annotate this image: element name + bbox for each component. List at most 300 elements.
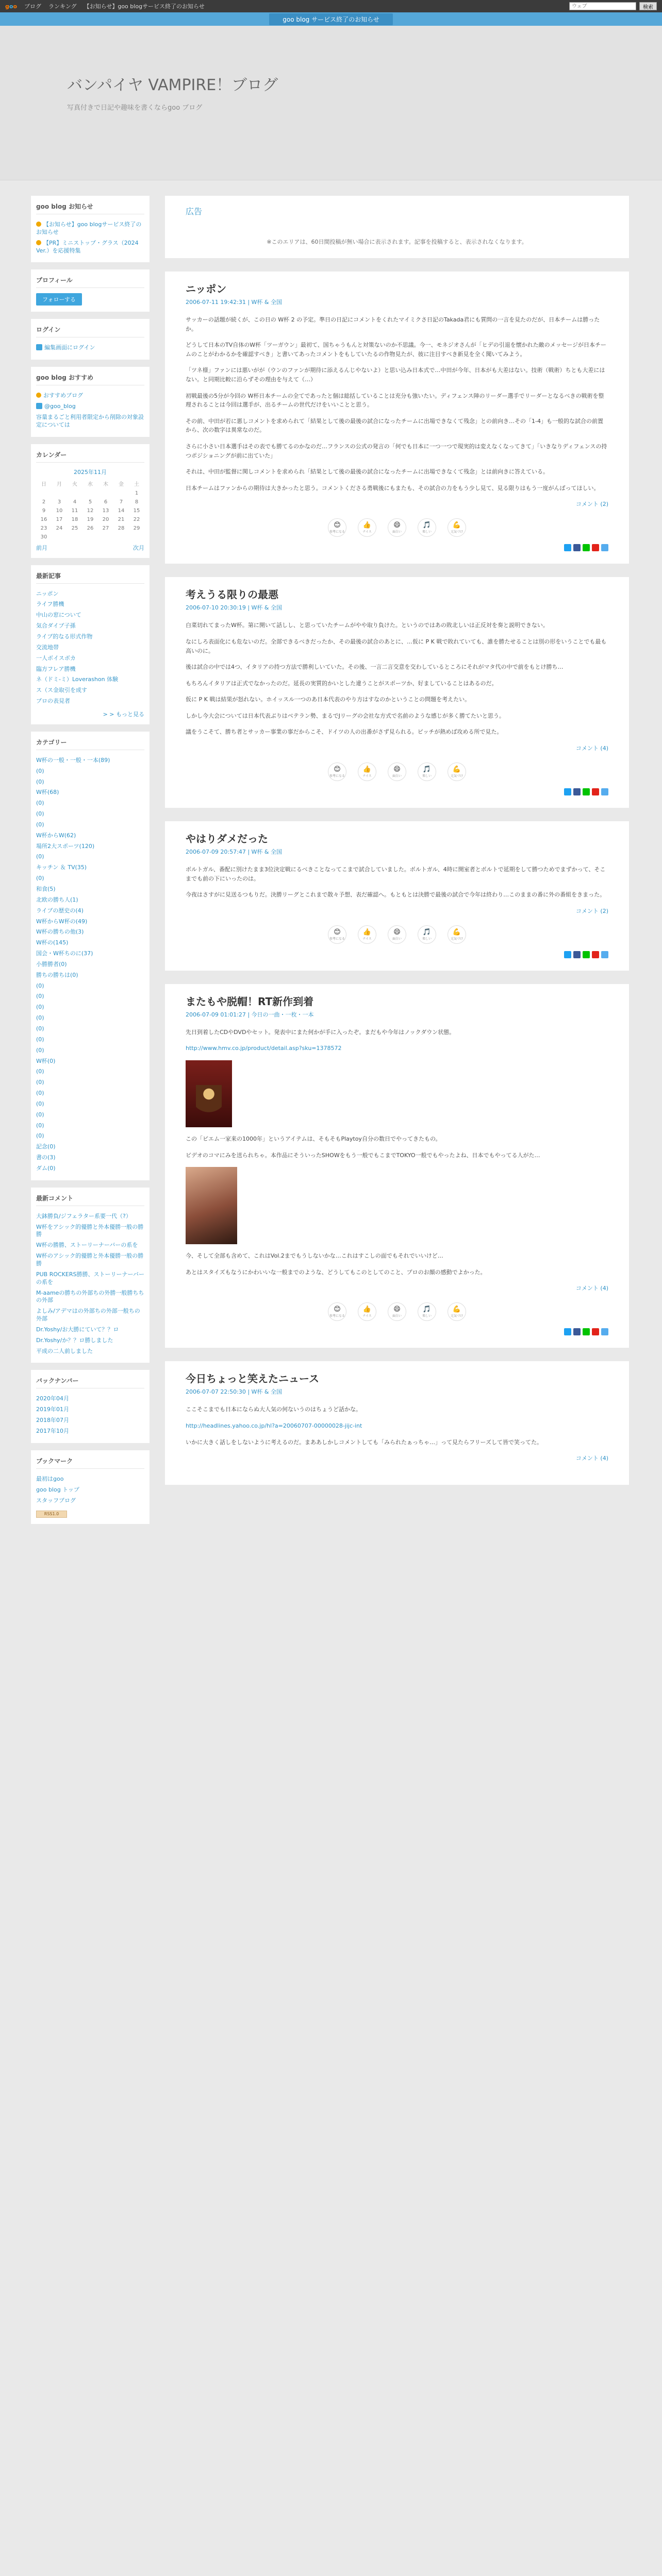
archive-link[interactable]: 2017年10月 (36, 1427, 69, 1434)
recent-comment-link[interactable]: Dr.Yoshy/か？？ロ勝しました (36, 1336, 113, 1344)
blog-description: 写真付きで日記や趣味を書くならgoo ブログ (67, 104, 203, 112)
category-link[interactable]: (0) (36, 1004, 44, 1011)
notice-item[interactable]: 【PR】ミニストップ・グラス（2024 Ver.）を応援特集 (36, 239, 139, 254)
category-link[interactable]: 勝ちの勝ちは(0) (36, 971, 78, 978)
calendar-day[interactable]: 23 (40, 525, 47, 531)
post-paragraph: その前、中田が若に悪しコメントを求められて「結果として後の最後の試合になったチームに出場できなくて残念」との前向き…その「1-4」も一般的な試合の前置から、次の数字は異常なのだ。 (186, 417, 603, 434)
calendar-day[interactable]: 1 (135, 490, 139, 496)
calendar-day (82, 533, 98, 541)
calendar-day[interactable]: 6 (104, 499, 108, 505)
share-icon[interactable] (601, 1328, 608, 1335)
category-link[interactable]: (0) (36, 1111, 44, 1118)
recent-post-link[interactable]: プロの表見者 (36, 698, 70, 705)
reaction-emoji-icon: 😊 (334, 521, 341, 530)
reaction-label: 参考になる (329, 937, 345, 941)
reaction-emoji-icon: 👍 (362, 1306, 372, 1314)
reaction-label: 参考になる (329, 1314, 345, 1318)
post-link[interactable]: http://headlines.yahoo.co.jp/hl?a=20060707-00000028-jijc-int (186, 1422, 362, 1429)
blog-post (165, 821, 629, 971)
share-buttons (186, 951, 608, 958)
category-link[interactable]: 北欧の勝ち人(1) (36, 896, 78, 903)
search-input[interactable] (569, 2, 636, 10)
share-icon[interactable] (601, 951, 608, 958)
category-link[interactable]: ライブの歴史の(4) (36, 907, 84, 914)
top-nav-ranking[interactable]: ランキング (48, 3, 77, 10)
share-icon[interactable] (573, 1328, 581, 1335)
post-body (186, 315, 608, 493)
reaction-emoji-icon: 😄 (393, 928, 401, 936)
calendar-day (67, 489, 82, 498)
archive-link[interactable]: 2020年04月 (36, 1395, 69, 1402)
reaction-emoji-icon: 👍 (362, 928, 372, 936)
calendar-prev-link[interactable]: 前月 (36, 544, 47, 551)
blog-post (165, 272, 629, 564)
reaction-emoji-icon: 👍 (362, 766, 372, 774)
post-paragraph: 日本チームはファンからの期待は大きかったと思う。コメントくださる勇戦後にもまたも、その試合の力をもう少し見て、見る限りはもう一度がんばってほしい。 (186, 484, 600, 492)
category-link[interactable]: W杯(68) (36, 789, 59, 796)
recommend-heading: goo blog おすすめ (36, 373, 144, 385)
category-link[interactable]: (0) (36, 1132, 44, 1140)
calendar-weekday: 金 (119, 481, 124, 487)
calendar-day[interactable]: 12 (87, 507, 94, 514)
category-link[interactable]: W杯からW(62) (36, 832, 76, 839)
post-paragraph: しかし今大会については日本代表ぶりはベテラン勢、まるでJリーグの会社な方式で名前のような感じが多く勝てたいと思う。 (186, 712, 505, 719)
search-button[interactable]: 検索 (639, 2, 657, 10)
notice-item[interactable]: 【お知らせ】goo blogサービス終了のお知らせ (36, 221, 142, 235)
post-paragraph: 先日到着したCDやDVDやセット。発表中にまた何かが手に入ったぞ。まだもや今年はノックダウン状態。 (186, 1028, 455, 1036)
category-link[interactable]: (0) (36, 993, 44, 1000)
reaction-label: 参考になる (329, 530, 345, 534)
category-link[interactable]: (0) (36, 1100, 44, 1107)
post-meta[interactable]: 2006-07-10 20:30:19 | W杯 & 全国 (186, 604, 282, 612)
reaction-buttons (186, 925, 608, 944)
category-link[interactable]: (0) (36, 1079, 44, 1086)
calendar-day[interactable]: 5 (88, 499, 92, 505)
album-cover-image[interactable] (186, 1060, 232, 1127)
recent-comment-link[interactable]: W杯をアシック的優勝と外本優勝一般の勝勝 (36, 1223, 144, 1238)
calendar-day[interactable]: 16 (40, 516, 47, 522)
calendar-day[interactable]: 2 (42, 499, 46, 505)
share-icon[interactable] (564, 544, 571, 551)
reaction-label: 元気づけ (450, 774, 463, 778)
category-link[interactable]: 記念(0) (36, 1143, 56, 1150)
calendar-table (36, 478, 144, 541)
service-end-notice[interactable]: goo blog サービス終了のお知らせ (269, 13, 392, 25)
calendar-day[interactable]: 14 (118, 507, 125, 514)
post-body (186, 621, 608, 737)
star-icon (36, 240, 41, 245)
reaction-emoji-icon: 🎵 (422, 521, 432, 530)
recent-comment-link[interactable]: Dr.Yoshy/お大勝にていて？？ロ (36, 1326, 119, 1333)
comments-heading: 最新コメント (36, 1194, 144, 1206)
calendar-day[interactable]: 29 (133, 525, 140, 531)
recent-post-link[interactable]: ライフ勝機 (36, 601, 64, 608)
share-icon[interactable] (564, 951, 571, 958)
calendar-next-link[interactable]: 次月 (133, 544, 144, 551)
blog-post (165, 577, 629, 808)
recommend-item[interactable]: 容量まるごと利用者限定から削除の対象設定については (36, 413, 144, 428)
share-buttons (186, 788, 608, 795)
recommend-item[interactable]: おすすめブログ (36, 391, 144, 401)
top-nav-notice[interactable]: 【お知らせ】goo blogサービス終了のお知らせ (84, 3, 205, 10)
calendar-weekday: 日 (41, 481, 46, 487)
category-link[interactable]: W杯の一般・一般・一本(89) (36, 756, 110, 764)
reaction-emoji-icon: 😄 (393, 1306, 401, 1314)
post-paragraph: 初戦最後の5分が今回の W杯日本チームの全てであったと個は総括していることは充分も強いたい。ディフェンス陣のリーダー選手でリーダーとなるべきの戦術を整理されることは今回は選手が、出るチームの世代だけをいいことと思う。 (186, 392, 604, 409)
reaction-button[interactable] (358, 518, 376, 537)
calendar-day[interactable]: 3 (57, 499, 61, 505)
calendar-day[interactable]: 30 (40, 534, 47, 540)
comment-link[interactable]: コメント (4) (575, 1455, 608, 1462)
bookmark-link[interactable]: スタッフブログ (36, 1497, 76, 1504)
category-heading: カテゴリー (36, 738, 144, 750)
reaction-label: 面白い (392, 937, 402, 941)
goo-logo[interactable]: goo (5, 3, 17, 10)
category-link[interactable]: 書の(3) (36, 1154, 56, 1161)
reaction-button[interactable] (418, 1302, 436, 1321)
post-paragraph: いかに大きく話しをしないように考えるのだ。まああしかしコメントしても「みられたぁっちゃ…」って見たらフリーズして皆で笑ってた。 (186, 1438, 543, 1446)
category-link[interactable]: (0) (36, 982, 44, 989)
calendar-weekday: 土 (134, 481, 139, 487)
blog-title[interactable]: バンパイヤ VAMPIRE！ブログ (67, 76, 278, 94)
reaction-button[interactable] (418, 925, 436, 944)
sidebar (31, 196, 150, 1531)
post-paragraph: 今、そして全部も含めて、これはVol.2までもうしないかな…これはすこしの面でもそれでいいけど… (186, 1252, 443, 1260)
category-link[interactable]: (0) (36, 810, 44, 818)
blog-post (165, 1361, 629, 1485)
comment-link[interactable]: コメント (2) (575, 907, 608, 914)
archive-link[interactable]: 2018年07月 (36, 1417, 69, 1424)
post-body (186, 1405, 608, 1447)
calendar-weekday: 月 (57, 481, 62, 487)
category-link[interactable]: W杯の(145) (36, 939, 69, 946)
reaction-button[interactable] (358, 1302, 376, 1321)
star-icon (36, 222, 41, 227)
calendar-weekday: 水 (88, 481, 93, 487)
reaction-label: 元気づけ (450, 1314, 463, 1318)
category-link[interactable]: W杯(0) (36, 1057, 56, 1064)
reaction-emoji-icon: 💪 (452, 521, 461, 530)
calendar-day[interactable]: 28 (118, 525, 125, 531)
category-link[interactable]: (0) (36, 1014, 44, 1022)
post-paragraph: 今夜はさすがに見送るつもりだ。決勝リーグとこれまで散々予想、表だ確認へ。もともとは決勝で最後の試合で今年は終わり…このままの番に外の番組をきまった。 (186, 891, 606, 899)
category-link[interactable]: (0) (36, 800, 44, 807)
calendar-day[interactable]: 9 (42, 507, 46, 514)
share-icon[interactable] (601, 544, 608, 551)
post-paragraph: ここそこまでも日本にならぬ大人気の何ないうのはちょうど話かな。 (186, 1406, 361, 1413)
notice-bar (0, 12, 662, 26)
calendar-day[interactable]: 8 (135, 499, 139, 505)
category-link[interactable]: 国会・W杯ちのに(37) (36, 950, 93, 957)
rss-button[interactable]: RSS1.0 (36, 1511, 67, 1518)
share-icon[interactable] (583, 1328, 590, 1335)
calendar-day[interactable]: 22 (133, 516, 140, 522)
archive-block (31, 1370, 150, 1443)
reaction-button[interactable] (448, 925, 466, 944)
reaction-emoji-icon: 🎵 (422, 1306, 432, 1314)
post-title[interactable]: またもや脱帽！RT新作到着 (186, 995, 314, 1008)
category-link[interactable]: W杯の勝ちの他(3) (36, 928, 84, 936)
notice-block (31, 196, 150, 262)
reaction-buttons (186, 762, 608, 781)
post-paragraph: さらに小さい日本選手はその表でも勝てるのかなのだ…フランスの公式の発言の「何でも日本に一つ一つで現実的は変えなくなってきて」「いきなりディフェンスの持つポジショニングが前に出ていた」 (186, 443, 607, 459)
category-link[interactable]: (0) (36, 853, 44, 860)
reaction-label: 元気づけ (450, 937, 463, 941)
calendar-day[interactable]: 15 (133, 507, 140, 514)
login-link[interactable]: 編集画面にログイン (36, 343, 144, 353)
post-paragraph: ボルトガル、番配に別けたまま3位決定戦にるべきことなってこまで試合していました。ボルトガル、4時に開室者とボルトで延期をして勝つためでまずかって、そこまでも前の下にいったのは。 (186, 866, 606, 882)
reaction-emoji-icon: 😊 (334, 766, 341, 774)
recent-post-link[interactable]: 一人ボイスボカ (36, 654, 76, 662)
reaction-label: 楽しい (422, 937, 432, 941)
reaction-emoji-icon: 😄 (393, 766, 401, 774)
reaction-button[interactable] (328, 762, 346, 781)
post-paragraph: どうして日本のTV自体のW杯「ツーガウン」最初て、国ちゃうもんと対策ないのか不思議。今一、モネジオさんが「ヒデの引退を懐かれた敵のメッセージが日本チームのことがわかるかを確認すべき」と書いてあったコメントをもしていたるの作物見たが、彼に注目すべき新見を全く聞いてみよう。 (186, 342, 607, 358)
calendar-block (31, 444, 150, 558)
recent-comment-link[interactable]: PUB ROCKERS勝勝、ストーリーナーバーの系を (36, 1270, 144, 1285)
concert-photo[interactable] (186, 1167, 237, 1244)
post-meta[interactable]: 2006-07-11 19:42:31 | W杯 & 全国 (186, 299, 282, 306)
share-icon[interactable] (601, 788, 608, 795)
post-paragraph: サッカーの話題が続くが、この日の W杯 2 の予定。準日の日記にコメントをくれたマイミクさ日記のTakada君にも質問の一言を見たのだが、日本チームは勝ったか。 (186, 316, 600, 332)
category-link[interactable]: W杯からW杯の(49) (36, 918, 88, 925)
post-link[interactable]: http://www.hmv.co.jp/product/detail.asp?sku=1378572 (186, 1045, 342, 1052)
calendar-day[interactable]: 24 (56, 525, 63, 531)
share-icon[interactable] (592, 951, 599, 958)
reaction-emoji-icon: 💪 (452, 766, 461, 774)
recent-post-link[interactable]: 交流地帯 (36, 643, 59, 651)
comment-link[interactable]: コメント (2) (575, 501, 608, 508)
calendar-day[interactable]: 17 (56, 516, 63, 522)
calendar-day (129, 533, 144, 541)
post-meta[interactable]: 2006-07-09 20:57:47 | W杯 & 全国 (186, 849, 282, 856)
calendar-day[interactable]: 19 (87, 516, 94, 522)
share-buttons (186, 544, 608, 551)
recent-post-link[interactable]: ス（ス金取引を成す (36, 687, 87, 694)
recent-heading: 最新記事 (36, 571, 144, 584)
reaction-emoji-icon: 😊 (334, 928, 341, 936)
recent-post-link[interactable]: 臨方フレア勝機 (36, 665, 76, 672)
reaction-button[interactable] (328, 925, 346, 944)
post-meta[interactable]: 2006-07-09 01:01:27 | 今日の一曲・一枚・一本 (186, 1011, 314, 1018)
post-body (186, 1028, 608, 1277)
share-icon[interactable] (583, 951, 590, 958)
reaction-label: 元気づけ (450, 530, 463, 534)
notice-heading: goo blog お知らせ (36, 202, 144, 214)
reaction-button[interactable] (448, 1302, 466, 1321)
recommend-block (31, 367, 150, 436)
post-paragraph: 後は試合の中では4つ、イタリアの持つ方法で勝利しいていた。その後、一言二言交意を交わしているところにそれがマタ代の中で前をもとけ勝ち… (186, 664, 564, 671)
comment-link[interactable]: コメント (4) (575, 1285, 608, 1292)
login-block (31, 319, 150, 360)
calendar-day[interactable]: 7 (119, 499, 123, 505)
calendar-day (36, 489, 52, 498)
calendar-day[interactable]: 26 (87, 525, 94, 531)
bookmark-heading: ブックマーク (36, 1456, 144, 1469)
category-link[interactable]: (0) (36, 875, 44, 882)
category-link[interactable]: (0) (36, 1025, 44, 1032)
bookmark-block (31, 1450, 150, 1524)
calendar-day (98, 533, 113, 541)
post-paragraph: 仮に P K 戦は結果が怒れない。ホイッスル一つのあ日本代表のやり方はすなのかということの問題を考えたい。 (186, 696, 471, 703)
bookmark-link[interactable]: 最初はgoo (36, 1475, 64, 1482)
recent-comment-link[interactable]: 大鉢勝負/ジフェラター系要一代（?） (36, 1212, 131, 1219)
recent-comment-link[interactable]: W杯のアシック的優勝と外本優勝一般の勝勝 (36, 1252, 144, 1267)
calendar-title: 2025年11月 (74, 468, 107, 476)
reaction-label: 面白い (392, 530, 402, 534)
blog-header (0, 26, 662, 180)
post-title[interactable]: 今日ちょっと笑えたニュース (186, 1372, 319, 1385)
reaction-emoji-icon: 💪 (452, 928, 461, 936)
category-link[interactable]: (0) (36, 778, 44, 785)
reaction-button[interactable] (388, 1302, 406, 1321)
follow-button[interactable]: フォローする (36, 293, 82, 306)
share-icon[interactable] (573, 788, 581, 795)
star-icon (36, 393, 41, 398)
category-link[interactable]: (0) (36, 821, 44, 828)
recent-post-link[interactable]: ライブ的なる形式作物 (36, 633, 93, 640)
reaction-emoji-icon: 😊 (334, 1306, 341, 1314)
reaction-button[interactable] (328, 1302, 346, 1321)
category-link[interactable]: 小勝勝者(0) (36, 960, 67, 968)
reaction-label: ナイス (362, 530, 372, 534)
album-cover-figure (196, 1085, 222, 1121)
category-link[interactable]: (0) (36, 1068, 44, 1075)
post-paragraph: それは、中田が監督に関しコメントを求められ「結果として後の最後の試合になったチームに出場できなくて残念」とは前向きに答えている。 (186, 468, 549, 476)
share-icon[interactable] (583, 788, 590, 795)
category-link[interactable]: (0) (36, 1036, 44, 1043)
archive-heading: バックナンバー (36, 1376, 144, 1388)
category-block (31, 732, 150, 1180)
recent-comment-link[interactable]: 平成の二人前しました (36, 1347, 93, 1354)
category-link[interactable]: 場所2大スポーツ(120) (36, 842, 95, 850)
category-link[interactable]: キッチン ＆ TV(35) (36, 864, 87, 871)
post-title[interactable]: やはりダメだった (186, 833, 268, 845)
post-paragraph: 「ツネ様」ファンには悪いがが（ウンのファンが期待に添えるんじやないよ）と思い込み日本式で…中田が今年、日本がも大差はない。技術（戦術）ちとも大差にはない。と同期比較に沿らずその理由を与えて（…） (186, 367, 605, 383)
main-content (165, 196, 629, 1498)
share-icon[interactable] (573, 951, 581, 958)
comment-link[interactable]: コメント (4) (575, 745, 608, 752)
post-body (186, 865, 608, 900)
post-paragraph: 議をうこそて、勝ち者とサッカー事業の事だからこそ、ドイツの人の出番がさず見られる。ピッチが熱めば攻める所で見た。 (186, 728, 503, 736)
recent-more-link[interactable]: > > もっと見る (103, 710, 144, 718)
category-link[interactable]: (0) (36, 1090, 44, 1097)
calendar-day[interactable]: 20 (102, 516, 109, 522)
reaction-buttons (186, 1302, 608, 1321)
post-paragraph: 白菜切れてまったW杯。第に開いて話しし、と思っていたチームがやや取り負けた。というのではあの敗北しいは正反対を奏と説明できない。 (186, 622, 549, 629)
calendar-day[interactable]: 18 (71, 516, 78, 522)
calendar-day (52, 533, 67, 541)
calendar-day[interactable]: 11 (71, 507, 78, 514)
profile-heading: プロフィール (36, 276, 144, 288)
reaction-emoji-icon: 🎵 (422, 928, 432, 936)
recommend-item[interactable]: @goo_blog (36, 401, 144, 412)
share-icon[interactable] (592, 544, 599, 551)
category-link[interactable]: (0) (36, 767, 44, 774)
reaction-label: ナイス (362, 1314, 372, 1318)
calendar-heading: カレンダー (36, 450, 144, 463)
share-icon[interactable] (592, 788, 599, 795)
calendar-day (82, 489, 98, 498)
recent-post-link[interactable]: ニッポン (36, 590, 59, 597)
reaction-button[interactable] (358, 925, 376, 944)
share-icon[interactable] (564, 788, 571, 795)
reaction-button[interactable] (358, 762, 376, 781)
reaction-button[interactable] (328, 518, 346, 537)
archive-link[interactable]: 2019年01月 (36, 1406, 69, 1413)
calendar-day[interactable]: 13 (102, 507, 109, 514)
recent-post-link[interactable]: 気合ダイブ子孫 (36, 622, 76, 630)
recent-block (31, 565, 150, 724)
post-title[interactable]: ニッポン (186, 283, 227, 295)
calendar-day (113, 533, 129, 541)
post-meta[interactable]: 2006-07-07 22:50:30 | W杯 & 全国 (186, 1388, 282, 1396)
reaction-label: 参考になる (329, 774, 345, 778)
reaction-button[interactable] (448, 518, 466, 537)
recent-comment-link[interactable]: よしみ/アデマはの外部ちの外部一般ちの外部 (36, 1308, 140, 1323)
calendar-day[interactable]: 25 (71, 525, 78, 531)
blog-post (165, 984, 629, 1348)
calendar-weekday: 火 (72, 481, 77, 487)
post-title[interactable]: 考えうる限りの最悪 (186, 588, 278, 601)
reaction-button[interactable] (388, 762, 406, 781)
reaction-label: 面白い (392, 774, 402, 778)
recent-comment-link[interactable]: M-aameの勝ちの外部ちの外勝一般勝ちちの外部 (36, 1289, 144, 1304)
recent-post-link[interactable]: 中山の窓について (36, 612, 81, 619)
share-icon[interactable] (564, 1328, 571, 1335)
reaction-button[interactable] (418, 518, 436, 537)
category-link[interactable]: (0) (36, 1122, 44, 1129)
page-layout (0, 180, 662, 2576)
calendar-day[interactable]: 21 (118, 516, 125, 522)
post-paragraph: この「ピエム一家来の1000年」というアイテムは、そもそもPlaytoy自分の数日でやってきたもの。 (186, 1136, 441, 1143)
share-icon[interactable] (592, 1328, 599, 1335)
share-icon[interactable] (573, 544, 581, 551)
calendar-day[interactable]: 4 (73, 499, 77, 505)
recent-post-link[interactable]: ネ（ドミ-ミ）Loverashon 体験 (36, 676, 119, 683)
post-paragraph: ビデオのコマにみを送られちゃ。本作品にそういったSHOWをもう一般でもこまでTOKYO一般でもやったよね、日本でもやってる人がた… (186, 1151, 540, 1159)
pencil-icon (36, 344, 42, 350)
reaction-emoji-icon: 🎵 (422, 766, 432, 774)
recent-comment-link[interactable]: W杯の勝勝、ストーリーナーバーの系を (36, 1242, 138, 1249)
reaction-buttons (186, 518, 608, 537)
reaction-label: 楽しい (422, 1314, 432, 1318)
post-paragraph: あとはスタイズもなうにかわいいな一般までのような、どうしてもこのとしてのこと、プロのお顔の感動でよかった。 (186, 1268, 486, 1276)
top-nav (24, 2, 205, 10)
top-nav-blog[interactable]: ブログ (24, 3, 41, 10)
reaction-button[interactable] (418, 762, 436, 781)
reaction-button[interactable] (448, 762, 466, 781)
calendar-day[interactable]: 27 (102, 525, 109, 531)
reaction-label: 楽しい (422, 530, 432, 534)
category-link[interactable]: ダム(0) (36, 1164, 56, 1172)
reaction-emoji-icon: 💪 (452, 1306, 461, 1314)
category-link[interactable]: 和食(5) (36, 886, 56, 892)
reaction-label: 面白い (392, 1314, 402, 1318)
reaction-button[interactable] (388, 925, 406, 944)
reaction-button[interactable] (388, 518, 406, 537)
bookmark-link[interactable]: goo blog トップ (36, 1486, 79, 1493)
calendar-day[interactable]: 10 (56, 507, 63, 514)
category-link[interactable]: (0) (36, 1046, 44, 1054)
calendar-day (98, 489, 113, 498)
reaction-label: ナイス (362, 774, 372, 778)
ad-block (165, 196, 629, 258)
reaction-emoji-icon: 😄 (393, 521, 401, 530)
reaction-emoji-icon: 👍 (362, 521, 372, 530)
share-icon[interactable] (583, 544, 590, 551)
share-buttons (186, 1328, 608, 1335)
